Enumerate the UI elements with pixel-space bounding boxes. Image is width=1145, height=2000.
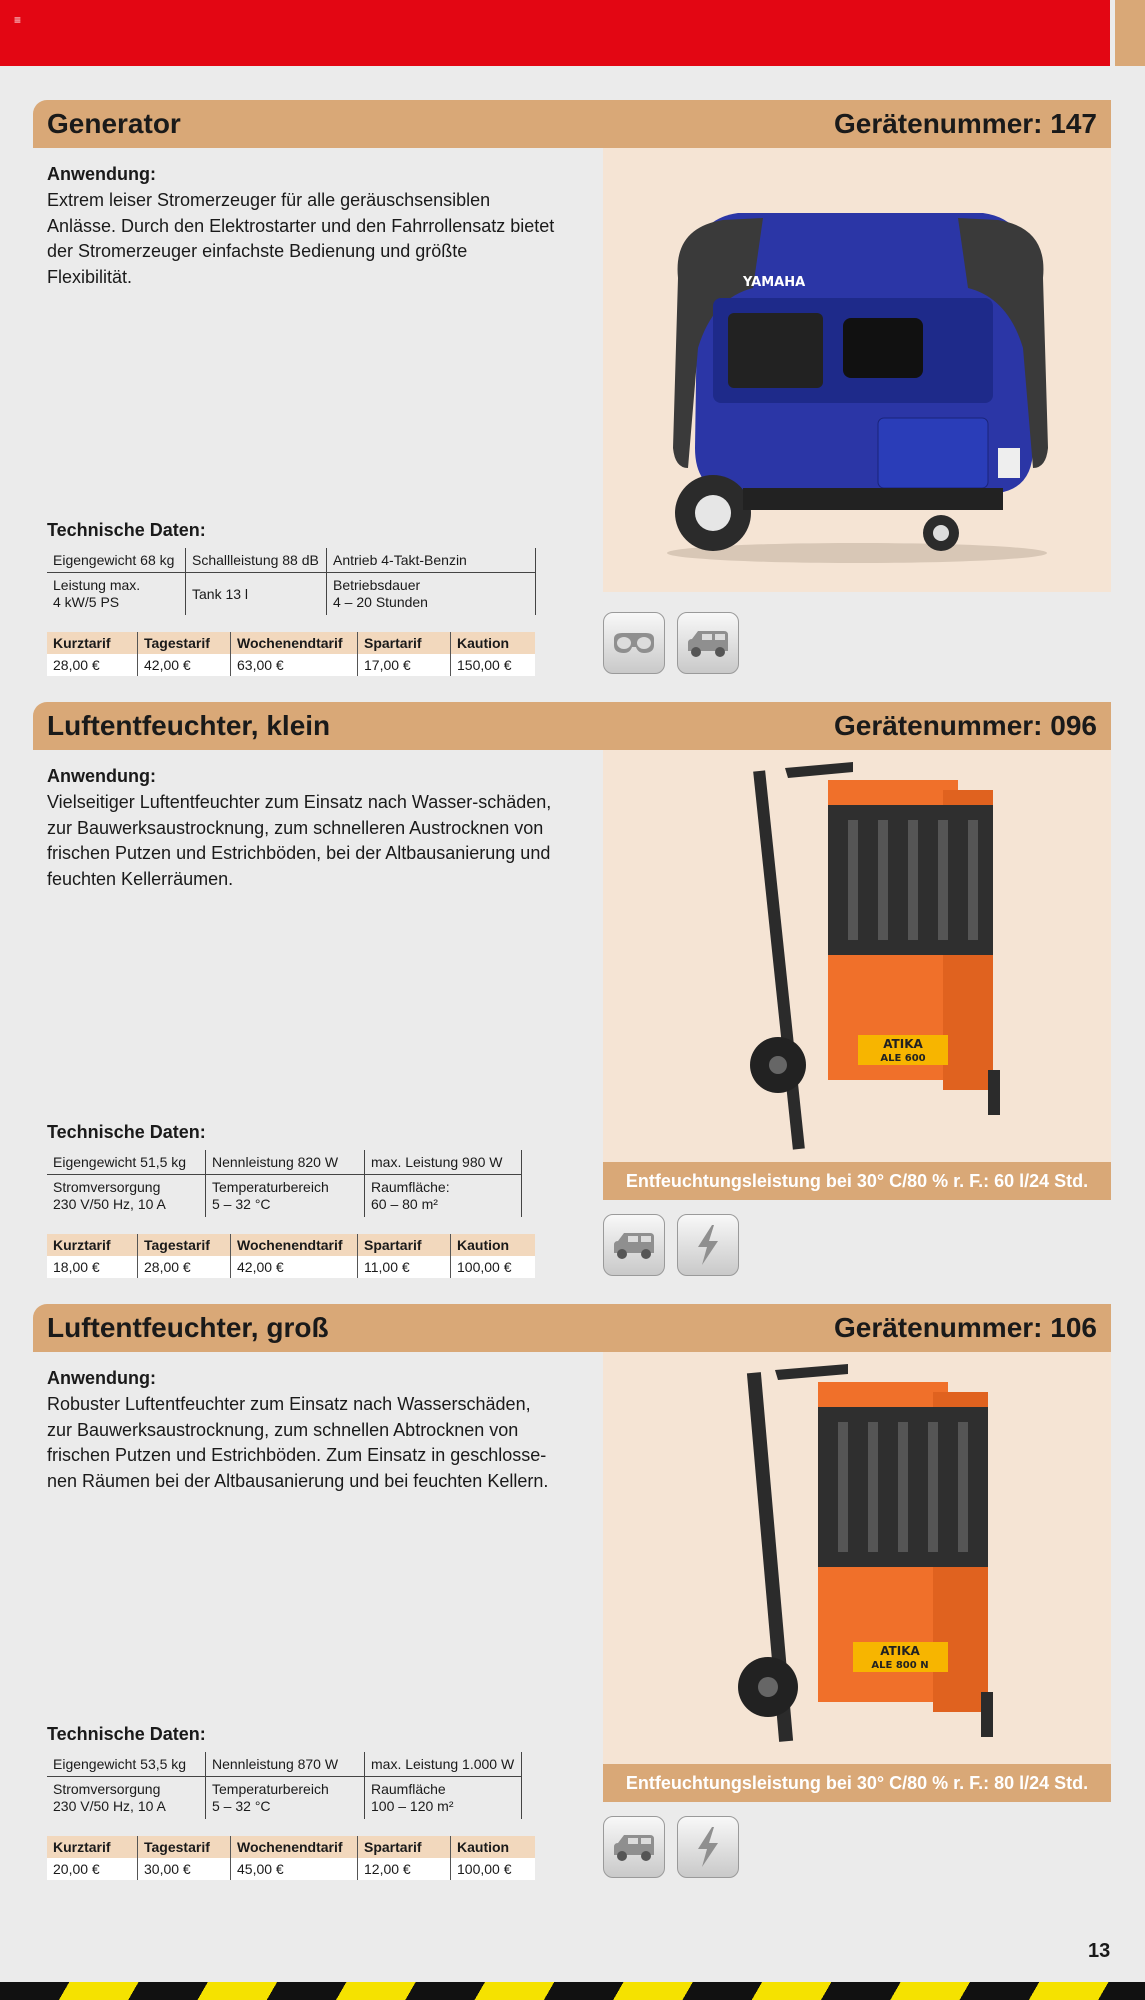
spec-table xyxy=(47,548,536,615)
price-value: 63,00 € xyxy=(231,654,358,676)
price-table xyxy=(47,632,535,676)
car-transport-icon xyxy=(677,612,739,674)
safety-goggles-icon xyxy=(603,612,665,674)
photo-model-label: ALE 600 xyxy=(880,1053,926,1064)
price-header: Kurztarif xyxy=(47,1836,138,1858)
price-header: Wochenendtarif xyxy=(231,632,358,654)
price-value: 45,00 € xyxy=(231,1858,358,1880)
spec-cell: Antrieb 4-Takt-Benzin xyxy=(327,548,536,573)
price-header: Wochenendtarif xyxy=(231,1836,358,1858)
product-dehumidifier-large xyxy=(0,1304,1145,1884)
price-table xyxy=(47,1234,535,1278)
photo-brand-label: ATIKA xyxy=(883,1037,923,1051)
top-banner-accent xyxy=(1115,0,1145,66)
spec-table xyxy=(47,1150,522,1217)
car-transport-icon xyxy=(603,1214,665,1276)
spec-cell: Eigengewicht 51,5 kg xyxy=(47,1150,206,1175)
price-header: Spartarif xyxy=(358,1234,451,1256)
spec-cell: Stromversorgung 230 V/50 Hz, 10 A xyxy=(47,1777,206,1820)
price-header: Kaution xyxy=(451,632,536,654)
product-header xyxy=(33,702,1111,750)
spec-cell: Nennleistung 870 W xyxy=(206,1752,365,1777)
product-title: Generator xyxy=(47,108,181,139)
device-number: Gerätenummer: 147 xyxy=(833,108,1097,139)
spec-cell: Eigengewicht 68 kg xyxy=(47,548,186,573)
product-photo xyxy=(603,1352,1111,1764)
price-header: Spartarif xyxy=(358,632,451,654)
product-header xyxy=(33,100,1111,148)
page-number: 13 xyxy=(1088,1940,1111,1962)
price-value: 42,00 € xyxy=(138,654,231,676)
spec-cell: Stromversorgung 230 V/50 Hz, 10 A xyxy=(47,1175,206,1218)
application-label: Anwendung: xyxy=(47,766,156,786)
application-text: Extrem leiser Stromerzeuger für alle geräuschsensiblen Anlässe. Durch den Elektrostarter und den Fahrrollensatz bietet der Stromerzeuger einfachste Bedienung und größte Flexibilität. xyxy=(47,190,555,287)
price-value: 11,00 € xyxy=(358,1256,451,1278)
price-value: 100,00 € xyxy=(451,1858,536,1880)
technical-data-label: Technische Daten: xyxy=(47,1724,206,1744)
device-number: Gerätenummer: 106 xyxy=(833,1312,1097,1343)
dehumidifier-image xyxy=(603,1352,1111,1764)
electric-power-icon xyxy=(677,1214,739,1276)
spec-table xyxy=(47,1752,522,1819)
electric-power-icon xyxy=(677,1816,739,1878)
price-header: Kaution xyxy=(451,1836,536,1858)
menu-icon[interactable]: ≡ xyxy=(14,13,22,27)
application-text: Robuster Luftentfeuchter zum Einsatz nach Wasserschäden, zur Bauwerksaustrocknung, zum schnellen Abtrocknen von frischen Putzen und Estrichböden. Zum Einsatz in geschlosse-nen Räumen bei der Altbausanierung und bei feuchten Kellern. xyxy=(47,1394,549,1491)
technical-data-label: Technische Daten: xyxy=(47,520,206,540)
price-value: 12,00 € xyxy=(358,1858,451,1880)
price-value: 100,00 € xyxy=(451,1256,536,1278)
generator-image xyxy=(603,148,1111,592)
device-number: Gerätenummer: 096 xyxy=(833,710,1097,741)
spec-cell: Raumfläche: 60 – 80 m² xyxy=(365,1175,522,1218)
price-value: 42,00 € xyxy=(231,1256,358,1278)
price-table xyxy=(47,1836,535,1880)
price-header: Spartarif xyxy=(358,1836,451,1858)
price-value: 18,00 € xyxy=(47,1256,138,1278)
technical-data-label: Technische Daten: xyxy=(47,1122,206,1142)
spec-cell: Raumfläche 100 – 120 m² xyxy=(365,1777,522,1820)
price-value: 28,00 € xyxy=(138,1256,231,1278)
car-transport-icon xyxy=(603,1816,665,1878)
spec-cell: Leistung max. 4 kW/5 PS xyxy=(47,573,186,616)
product-title: Luftentfeuchter, klein xyxy=(47,710,331,741)
dehumidifying-capacity: Entfeuchtungsleistung bei 30° C/80 % r. F.: 80 l/24 Std. xyxy=(603,1764,1111,1802)
price-header: Tagestarif xyxy=(138,1234,231,1256)
top-banner xyxy=(0,0,1110,66)
price-header: Kurztarif xyxy=(47,1234,138,1256)
spec-cell: max. Leistung 980 W xyxy=(365,1150,522,1175)
price-header: Kurztarif xyxy=(47,632,138,654)
spec-cell: Schallleistung 88 dB xyxy=(186,548,327,573)
product-generator xyxy=(0,100,1145,680)
spec-cell: Temperaturbereich 5 – 32 °C xyxy=(206,1175,365,1218)
product-dehumidifier-small xyxy=(0,702,1145,1282)
price-value: 20,00 € xyxy=(47,1858,138,1880)
photo-brand-label: ATIKA xyxy=(880,1644,920,1658)
photo-model-label: ALE 800 N xyxy=(871,1660,929,1671)
spec-cell: Tank 13 l xyxy=(186,573,327,616)
spec-cell: max. Leistung 1.000 W xyxy=(365,1752,522,1777)
spec-cell: Betriebsdauer 4 – 20 Stunden xyxy=(327,573,536,616)
spec-cell: Temperaturbereich 5 – 32 °C xyxy=(206,1777,365,1820)
photo-brand-label: YAMAHA xyxy=(743,275,806,290)
product-photo xyxy=(603,750,1111,1162)
spec-cell: Eigengewicht 53,5 kg xyxy=(47,1752,206,1777)
dehumidifier-image xyxy=(603,750,1111,1162)
product-title: Luftentfeuchter, groß xyxy=(47,1312,329,1343)
price-header: Wochenendtarif xyxy=(231,1234,358,1256)
dehumidifying-capacity: Entfeuchtungsleistung bei 30° C/80 % r. F.: 60 l/24 Std. xyxy=(603,1162,1111,1200)
price-value: 28,00 € xyxy=(47,654,138,676)
price-value: 30,00 € xyxy=(138,1858,231,1880)
application-label: Anwendung: xyxy=(47,164,156,184)
price-value: 150,00 € xyxy=(451,654,536,676)
price-header: Tagestarif xyxy=(138,632,231,654)
price-header: Kaution xyxy=(451,1234,536,1256)
product-header xyxy=(33,1304,1111,1352)
price-header: Tagestarif xyxy=(138,1836,231,1858)
application-label: Anwendung: xyxy=(47,1368,156,1388)
product-photo xyxy=(603,148,1111,592)
price-value: 17,00 € xyxy=(358,654,451,676)
warning-stripes xyxy=(0,1982,1145,2000)
application-text: Vielseitiger Luftentfeuchter zum Einsatz nach Wasser-schäden, zur Bauwerksaustrocknung, zum schnelleren Austrocknen von frischen Putzen und Estrichböden, bei der Altbausanierung und feuchten Kellerräumen. xyxy=(47,792,552,889)
spec-cell: Nennleistung 820 W xyxy=(206,1150,365,1175)
